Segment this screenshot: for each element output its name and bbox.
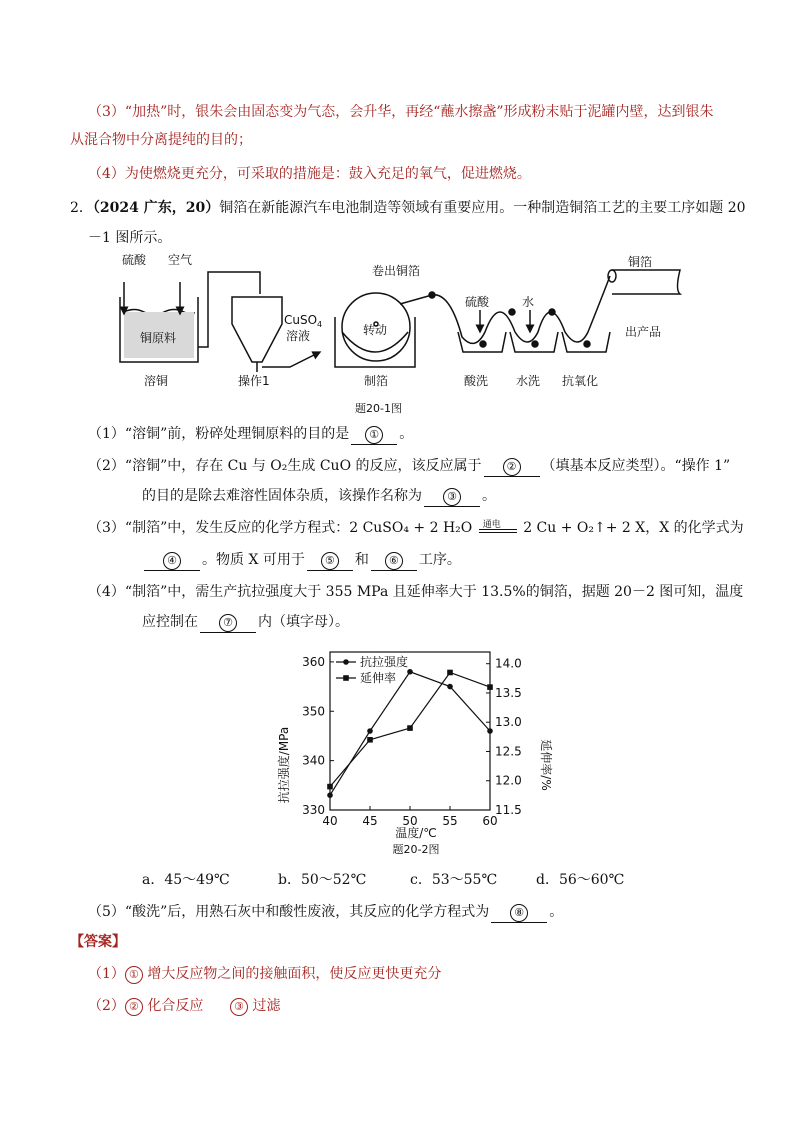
label-pickle: 酸洗 <box>464 374 489 388</box>
label-acid-2: 硫酸 <box>465 295 490 309</box>
y-left-tick-label: 340 <box>302 753 325 768</box>
label-wash: 水洗 <box>516 374 541 388</box>
figure-caption-2: 题20-2图 <box>392 843 440 856</box>
data-point-circle <box>367 728 373 734</box>
x-tick-label: 55 <box>442 814 458 828</box>
x-tick-label: 60 <box>482 814 498 828</box>
series-line-circle <box>330 672 490 795</box>
blank-mark-2: ② <box>503 458 521 476</box>
sub-question-3-cont: ④ 。物质 X 可用于 ⑤ 和 ⑥ 工序。 <box>142 550 461 571</box>
label-cuso4: CuSO$_4$ <box>284 313 323 329</box>
answer-mark-3: ③ <box>230 998 248 1016</box>
label-air: 空气 <box>168 253 193 267</box>
data-point-circle <box>447 684 453 690</box>
prev-answer-3-cont: 从混合物中分离提纯的目的； <box>70 132 252 148</box>
y-right-tick-label: 13.0 <box>495 715 522 730</box>
answer-mark-2: ② <box>125 998 143 1016</box>
y-left-tick-label: 360 <box>302 654 325 669</box>
y-right-tick-label: 14.0 <box>495 656 522 671</box>
label-raw-copper: 铜原料 <box>140 331 177 345</box>
label-roll-out: 卷出铜箔 <box>372 264 421 278</box>
answer-title: 【答案】 <box>70 934 126 950</box>
x-axis-label: 温度/℃ <box>395 826 437 840</box>
blank-mark-3: ③ <box>443 488 461 506</box>
question-2-stem <box>70 198 746 218</box>
data-point-square <box>447 670 453 676</box>
data-point-circle <box>487 728 493 734</box>
blank-mark-8: ⑧ <box>510 904 528 922</box>
figure-caption-1: 题20-1图 <box>355 402 402 415</box>
y-axis-left-label: 抗拉强度/MPa <box>277 726 291 804</box>
label-solution: 溶液 <box>286 329 311 343</box>
data-point-square <box>407 725 413 731</box>
legend-marker-square <box>343 675 349 681</box>
sub-question-2-cont: 的目的是除去难溶性固体杂质，该操作名称为 ③ 。 <box>142 486 496 507</box>
label-water: 水 <box>522 295 535 309</box>
question-number: 2． <box>70 200 93 216</box>
plot-frame <box>330 652 490 810</box>
question-2-stem-cont: －1 图所示。 <box>88 230 172 246</box>
label-rotate: 转动 <box>363 323 388 337</box>
answer-1: （1） ① 增大反应物之间的接触面积，使反应更快更充分 <box>88 966 442 982</box>
label-dissolve: 溶铜 <box>144 374 169 388</box>
label-operation-1: 操作1 <box>238 374 270 388</box>
legend-label: 延伸率 <box>360 671 397 685</box>
sub-question-5: （5）“酸洗”后，用熟石灰中和酸性废液，其反应的化学方程式为 ⑧ 。 <box>88 902 563 923</box>
y-left-tick-label: 330 <box>302 803 325 817</box>
y-right-tick-label: 12.5 <box>495 744 522 759</box>
blank-mark-7: ⑦ <box>219 614 237 632</box>
answer-2: （2） ② 化合反应 ③ 过滤 <box>88 998 281 1014</box>
equation-condition: 通电 <box>477 518 519 538</box>
question-stem-text: 铜箔在新能源汽车电池制造等领域有重要应用。一种制造铜箔工艺的主要工序如题 20 <box>219 200 746 216</box>
temperature-chart <box>270 640 560 862</box>
label-product: 出产品 <box>625 325 662 339</box>
legend-label: 抗拉强度 <box>360 655 409 669</box>
answer-mark-1: ① <box>125 966 143 984</box>
sub-question-4: （4）“制箔”中，需生产抗拉强度大于 355 MPa 且延伸率大于 13.5%的铜箔，据题 20－2 图可知，温度 <box>88 584 744 600</box>
prev-answer-4: （4）为使燃烧更充分，可采取的措施是：鼓入充足的氧气，促进燃烧。 <box>88 166 531 182</box>
y-right-tick-label: 11.5 <box>495 803 522 817</box>
sub-question-2: （2）“溶铜”中，存在 Cu 与 O₂生成 CuO 的反应，该反应属于 ② （填基本反应类型）。“操作 1” <box>88 456 730 477</box>
blank-mark-5: ⑤ <box>321 552 339 570</box>
sub-question-3: （3）“制箔”中，发生反应的化学方程式：2 CuSO₄ + 2 H₂O 通电 2 Cu + O₂↑+ 2 X，X 的化学式为 <box>88 520 744 536</box>
x-tick-label: 45 <box>362 814 378 828</box>
prev-answer-3: （3）“加热”时，银朱会由固态变为气态，会升华，再经“蘸水擦盏”形成粉末贴于泥罐内壁，达到银朱 <box>88 104 714 120</box>
option-b: b．50～52℃ <box>278 872 367 888</box>
x-tick-label: 40 <box>322 814 338 828</box>
option-d: d．56～60℃ <box>536 872 625 888</box>
label-make-foil: 制箔 <box>364 374 389 388</box>
y-axis-right-label: 延伸率/% <box>539 739 553 791</box>
data-point-circle <box>407 669 413 675</box>
process-diagram <box>110 252 690 420</box>
legend-marker-circle <box>343 659 349 665</box>
blank-mark-4: ④ <box>163 552 181 570</box>
sub-question-1: （1）“溶铜”前，粉碎处理铜原料的目的是 ① 。 <box>88 424 413 445</box>
question-source: （2024 广东，20） <box>92 200 220 216</box>
y-right-tick-label: 12.0 <box>495 773 522 788</box>
data-point-square <box>367 737 373 743</box>
y-left-tick-label: 350 <box>302 704 325 719</box>
blank-mark-1: ① <box>365 426 383 444</box>
y-right-tick-label: 13.5 <box>495 685 522 700</box>
label-copper-foil: 铜箔 <box>628 255 653 269</box>
option-a: a．45～49℃ <box>142 872 230 888</box>
label-antioxidation: 抗氧化 <box>562 374 599 388</box>
x-tick-label: 50 <box>402 814 418 828</box>
option-c: c．53～55℃ <box>410 872 498 888</box>
blank-mark-6: ⑥ <box>385 552 403 570</box>
data-point-square <box>327 784 333 790</box>
data-point-circle <box>327 792 333 798</box>
sub-question-4-cont: 应控制在 ⑦ 内（填字母）。 <box>142 612 349 633</box>
data-point-square <box>487 684 493 690</box>
label-acid: 硫酸 <box>122 253 147 267</box>
